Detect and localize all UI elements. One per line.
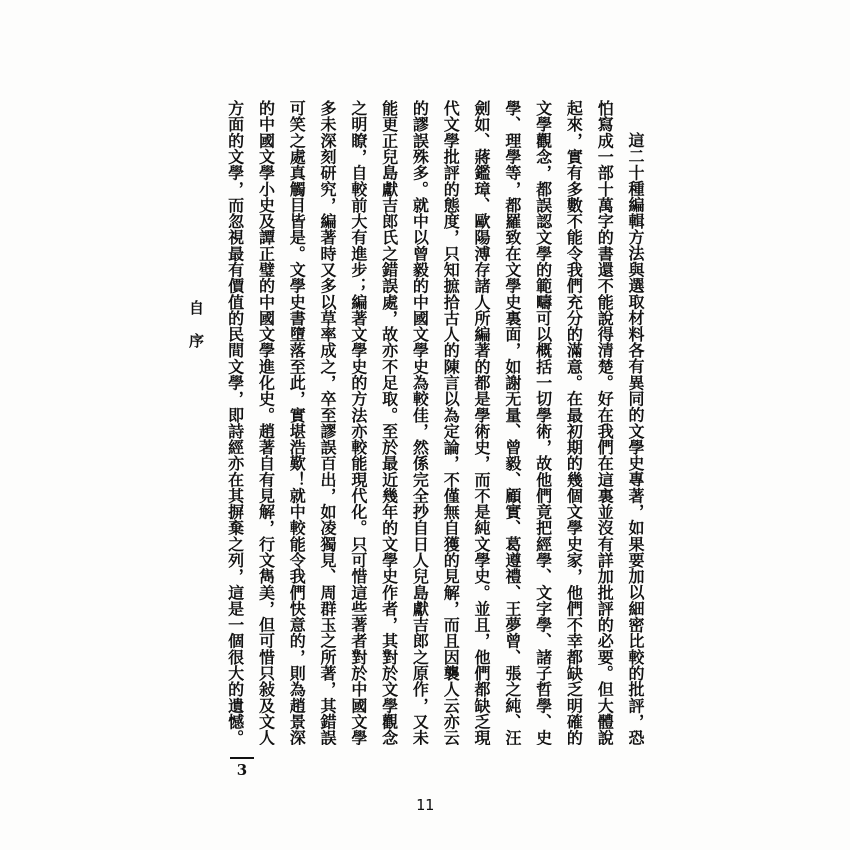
text-column: 這二十種編輯方法與選取材料各有異同的文學史專著，如果要加以細密比較的批評，恐 [626, 132, 645, 745]
footer-page-number: 11 [415, 796, 435, 814]
text-column: 的中國文學小史及譚正璧的中國文學進化史。趙著自有見解，行文雋美，但可惜只敍及文人 [256, 100, 276, 745]
text-column: 的謬誤殊多。就中以曾毅的中國文學史為較佳，然係完全抄自日人兒島獻吉郎之原作，又未 [410, 100, 430, 745]
text-column: 學、理學等，都羅致在文學史裏面，如謝无量、曾毅、顧實、葛遵禮、王夢曾、張之純、汪 [502, 100, 522, 745]
text-column: 代文學批評的態度，只知摭拾古人的陳言以為定論，不僅無自獲的見解，而且因襲人云亦云 [441, 100, 461, 745]
running-head: 自序 [187, 300, 205, 366]
page-number: 3 [230, 757, 254, 779]
text-column: 多未深刻研究，編著時又多以草率成之，卒至謬誤百出，如凌獨見、周群玉之所著，其錯誤 [318, 100, 338, 745]
text-column: 可笑之處真觸目皆是。文學史書墮落至此，實堪浩歎！就中較能令我們快意的，則為趙景深 [287, 100, 307, 745]
text-column: 怕寫成一部十萬字的書還不能說得清楚。好在我們在這裏並沒有詳加批評的必要。但大體說 [595, 100, 615, 745]
text-column: 之明瞭，自較前大有進步；編著文學史的方法亦較能現代化。只可惜這些著者對於中國文學 [348, 100, 368, 745]
body-text [218, 100, 650, 750]
text-column: 方面的文學，而忽視最有價值的民間文學，即詩經亦在其摒棄之列，這是一個很大的遺憾。 [225, 100, 245, 745]
text-column: 劍如、蔣鑑璋、歐陽溥存諸人所編著的都是學術史，而不是純文學史。並且，他們都缺乏現 [472, 100, 492, 745]
text-column: 文學觀念，都誤認文學的範疇可以概括一切學術，故他們竟把經學、文字學、諸子哲學、史 [533, 100, 553, 745]
text-column: 起來，實有多數不能令我們充分的滿意。在最初期的幾個文學史家，他們不幸都缺乏明確的 [564, 100, 584, 745]
text-column: 能更正兒島獻吉郎氏之錯誤處，故亦不足取。至於最近幾年的文學史作者，其對於文學觀念 [379, 100, 399, 745]
